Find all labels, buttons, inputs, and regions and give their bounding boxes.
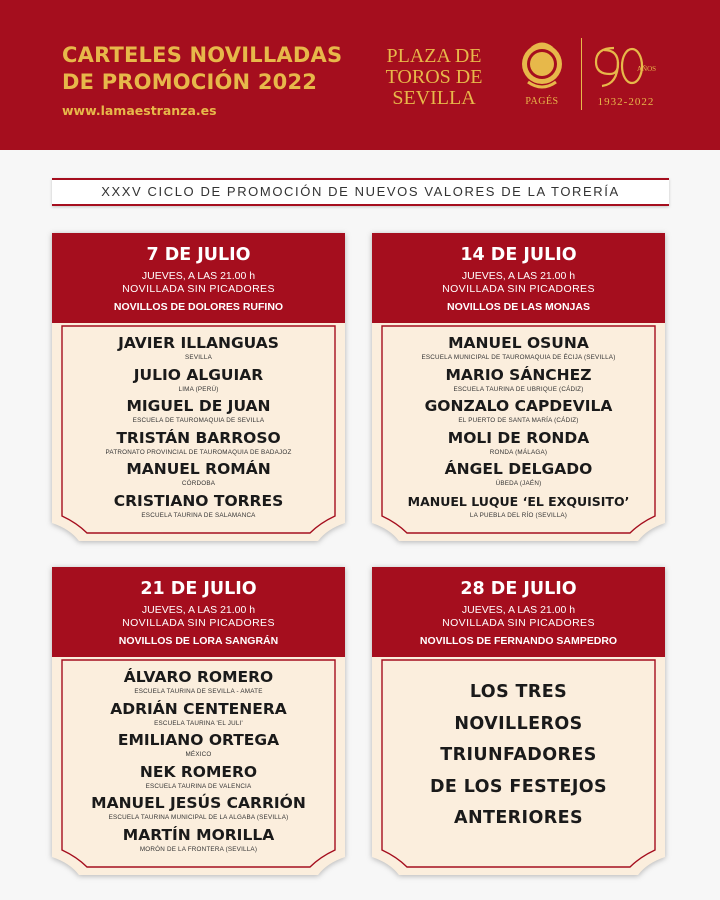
sponsor-label: PAGÉS (525, 96, 559, 107)
event-bulls: NOVILLOS DE LORA SANGRÁN (118, 635, 279, 647)
fighter-name: ADRIÁN CENTENERA (110, 699, 287, 718)
fighter-origin: ESCUELA TAURINA DE UBRIQUE (CÁDIZ) (453, 385, 584, 393)
fighter-origin: MORÓN DE LA FRONTERA (SEVILLA) (139, 845, 258, 853)
text-line: DE LOS FESTEJOS (429, 776, 608, 797)
event-card-14-julio (372, 233, 665, 541)
card-header (372, 567, 665, 657)
fighter-origin: LIMA (PERÚ) (178, 385, 219, 393)
anniversary-90-icon (592, 38, 662, 93)
event-type: NOVILLADA SIN PICADORES (122, 283, 275, 295)
fighter-origin: RONDA (MÁLAGA) (489, 448, 548, 456)
event-type: NOVILLADA SIN PICADORES (122, 617, 275, 629)
fighter-origin: LA PUEBLA DEL RÍO (SEVILLA) (469, 511, 568, 519)
fighter-entry (372, 429, 665, 461)
fighter-name: MARTÍN MORILLA (122, 825, 275, 844)
fighter-entry (52, 366, 345, 398)
cycle-banner-text: XXXV CICLO DE PROMOCIÓN DE NUEVOS VALORES DE LA TORERÍA (101, 184, 620, 199)
fighter-entry (52, 794, 345, 826)
fighter-name: MANUEL LUQUE ‘EL EXQUISITO’ (407, 493, 630, 509)
header-band (0, 0, 720, 150)
event-date: 7 DE JULIO (146, 245, 251, 265)
fighter-entry (52, 826, 345, 858)
event-date: 28 DE JULIO (460, 579, 577, 599)
fighter-origin: ÚBEDA (JAÉN) (495, 480, 542, 487)
header-divider (581, 38, 582, 110)
fighter-origin: SEVILLA (185, 354, 212, 361)
card-header (52, 567, 345, 657)
fighter-origin: MÉXICO (185, 751, 212, 758)
fighter-name: TRISTÁN BARROSO (116, 428, 281, 447)
fighter-name: JULIO ALGUIAR (133, 365, 264, 384)
fighter-name: GONZALO CAPDEVILA (424, 397, 613, 415)
plaza-line-1: PLAZA DE (386, 45, 482, 67)
fighter-origin: PATRONATO PROVINCIAL DE TAUROMAQUIA DE BADAJOZ (105, 448, 292, 456)
fighter-entry (52, 763, 345, 795)
fighter-list (52, 334, 345, 523)
fighter-name: MANUEL ROMÁN (126, 460, 271, 478)
fighter-name: CRISTIANO TORRES (113, 491, 284, 510)
fighter-name: JAVIER ILLANGUAS (118, 334, 279, 352)
plaza-logo-text (374, 46, 494, 109)
website-link[interactable]: www.lamaestranza.es (62, 103, 217, 118)
fighter-origin: ESCUELA DE TAUROMAQUIA DE SEVILLA (132, 417, 265, 424)
event-date: 21 DE JULIO (140, 579, 257, 599)
fighter-entry (372, 334, 665, 366)
event-bulls: NOVILLOS DE FERNANDO SAMPEDRO (419, 635, 618, 647)
fighter-origin: CÓRDOBA (181, 480, 216, 487)
fighter-name: NEK ROMERO (139, 762, 258, 781)
fighter-entry (52, 334, 345, 366)
event-type: NOVILLADA SIN PICADORES (442, 617, 595, 629)
fighter-name: ÁLVARO ROMERO (123, 668, 274, 686)
title-line-2: DE PROMOCIÓN 2022 (62, 70, 318, 94)
anniversary-years: 1932-2022 (597, 96, 655, 108)
fighter-entry (52, 397, 345, 429)
text-line: TRIUNFADORES (440, 745, 597, 765)
fighter-origin: EL PUERTO DE SANTA MARÍA (CÁDIZ) (458, 417, 579, 424)
event-bulls: NOVILLOS DE LAS MONJAS (447, 301, 590, 313)
text-line: ANTERIORES (454, 808, 583, 828)
event-time: JUEVES, A LAS 21.00 h (461, 604, 576, 616)
event-card-21-julio (52, 567, 345, 875)
plaza-line-3: SEVILLA (392, 87, 476, 109)
event-card-7-julio (52, 233, 345, 541)
fighter-origin: ESCUELA TAURINA DE SEVILLA - AMATE (134, 688, 263, 695)
fighter-entry (372, 460, 665, 492)
title-line-1: CARTELES NOVILLADAS (62, 43, 343, 67)
cycle-banner (52, 178, 669, 206)
text-line: NOVILLEROS (454, 713, 583, 734)
fighter-name: ÁNGEL DELGADO (444, 460, 593, 478)
event-card-28-julio (372, 567, 665, 875)
card-header (372, 233, 665, 323)
fighter-entry (372, 492, 665, 524)
fighter-name: MARIO SÁNCHEZ (445, 365, 592, 384)
fighter-entry (52, 460, 345, 492)
triumphant-novilleros-text (372, 677, 665, 835)
text-line: LOS TRES (469, 682, 568, 702)
anniversary-word: AÑOS (637, 65, 657, 73)
card-header (52, 233, 345, 323)
plaza-line-2: TOROS DE (385, 66, 483, 88)
fighter-entry (372, 397, 665, 429)
event-time: JUEVES, A LAS 21.00 h (141, 270, 256, 282)
fighter-name: MOLI DE RONDA (447, 428, 590, 447)
fighter-name: MANUEL OSUNA (448, 334, 589, 352)
fighter-origin: ESCUELA TAURINA 'EL JULI' (154, 719, 243, 727)
event-date: 14 DE JULIO (460, 245, 577, 265)
fighter-entry (52, 429, 345, 461)
page-title (62, 42, 342, 96)
fighter-list (52, 668, 345, 857)
fighter-name: EMILIANO ORTEGA (117, 731, 280, 749)
fighter-entry (52, 668, 345, 700)
fighter-entry (52, 731, 345, 763)
fighter-entry (52, 492, 345, 524)
event-type: NOVILLADA SIN PICADORES (442, 283, 595, 295)
fighter-origin: ESCUELA TAURINA MUNICIPAL DE LA ALGABA (SEVILLA) (108, 814, 289, 821)
fighter-origin: ESCUELA TAURINA DE VALENCIA (145, 782, 252, 790)
fighter-entry (52, 700, 345, 732)
event-time: JUEVES, A LAS 21.00 h (141, 604, 256, 616)
event-bulls: NOVILLOS DE DOLORES RUFINO (113, 301, 284, 313)
fighter-entry (372, 366, 665, 398)
fighter-name: MANUEL JESÚS CARRIÓN (91, 794, 306, 812)
fighter-name: MIGUEL DE JUAN (126, 397, 271, 415)
event-time: JUEVES, A LAS 21.00 h (461, 270, 576, 282)
fighter-origin: ESCUELA MUNICIPAL DE TAUROMAQUIA DE ÉCIJA (SEVILLA) (421, 354, 616, 361)
fighter-origin: ESCUELA TAURINA DE SALAMANCA (141, 511, 256, 519)
fighter-list (372, 334, 665, 523)
